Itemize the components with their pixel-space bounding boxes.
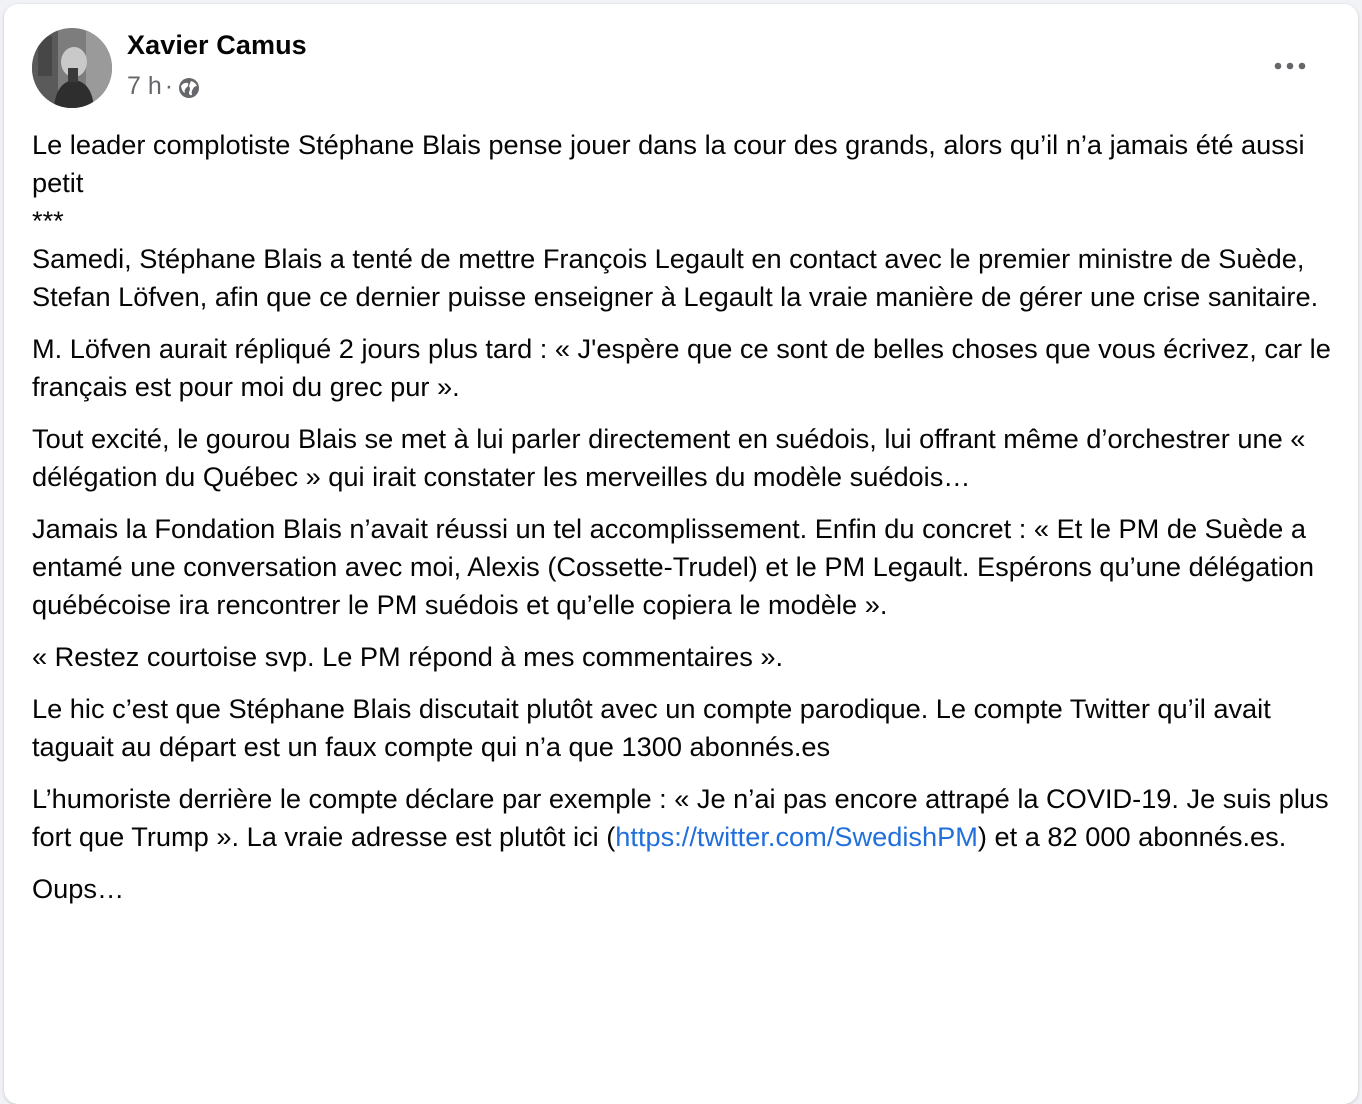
avatar-image <box>32 28 112 108</box>
post-timestamp[interactable]: 7 h <box>127 72 162 100</box>
post-paragraph: Tout excité, le gourou Blais se met à lui parler directement en suédois, lui offrant même d’orchestrer une « délégation du Québec » qui irait constater les merveilles du modèle suédois… <box>32 423 1313 492</box>
post-meta <box>127 72 201 101</box>
meta-separator: · <box>164 72 174 100</box>
post-paragraph: « Restez courtoise svp. Le PM répond à mes commentaires ». <box>32 641 784 672</box>
post-body <box>32 126 1338 922</box>
post-paragraph-with-link <box>32 780 1338 856</box>
post-paragraph: Le leader complotiste Stéphane Blais pense jouer dans la cour des grands, alors qu’il n’a jamais été aussi petit *** Samedi, Stéphane Blais a tenté de mettre François Legault en contact avec le premier ministre de Suède, Stefan Löfven, afin que ce dernier puisse enseigner à Legault la vraie manière de gérer une crise sanitaire. <box>32 129 1319 312</box>
link-paragraph-after: ) et a 82 000 abonnés.es. <box>977 821 1287 852</box>
link-paragraph-before: L’humoriste derrière le compte déclare par exemple : « Je n’ai pas encore attrapé la COVID-19. Je suis plus fort que Trump ». La vraie adresse est plutôt ici ( <box>32 783 1337 852</box>
author-name[interactable]: Xavier Camus <box>127 30 307 60</box>
more-options-button[interactable] <box>1266 46 1314 86</box>
post-paragraph: Le hic c’est que Stéphane Blais discutait plutôt avec un compte parodique. Le compte Twitter qu’il avait taguait au départ est un faux compte qui n’a que 1300 abonnés.es <box>32 693 1279 762</box>
globe-icon[interactable] <box>177 76 201 100</box>
post-closing: Oups… <box>32 873 125 904</box>
post-card <box>4 4 1358 1104</box>
twitter-link[interactable]: https://twitter.com/SwedishPM <box>615 821 978 852</box>
avatar[interactable] <box>32 28 112 108</box>
more-options-icon <box>1272 61 1308 71</box>
post-paragraph: Jamais la Fondation Blais n’avait réussi un tel accomplissement. Enfin du concret : « Et le PM de Suède a entamé une conversation avec moi, Alexis (Cossette-Trudel) et le PM Legault. Espérons qu’une délégation québécoise ira rencontrer le PM suédois et qu’elle copiera le modèle ». <box>32 513 1322 620</box>
post-paragraph: M. Löfven aurait répliqué 2 jours plus tard : « J'espère que ce sont de belles choses que vous écrivez, car le français est pour moi du grec pur ». <box>32 333 1339 402</box>
